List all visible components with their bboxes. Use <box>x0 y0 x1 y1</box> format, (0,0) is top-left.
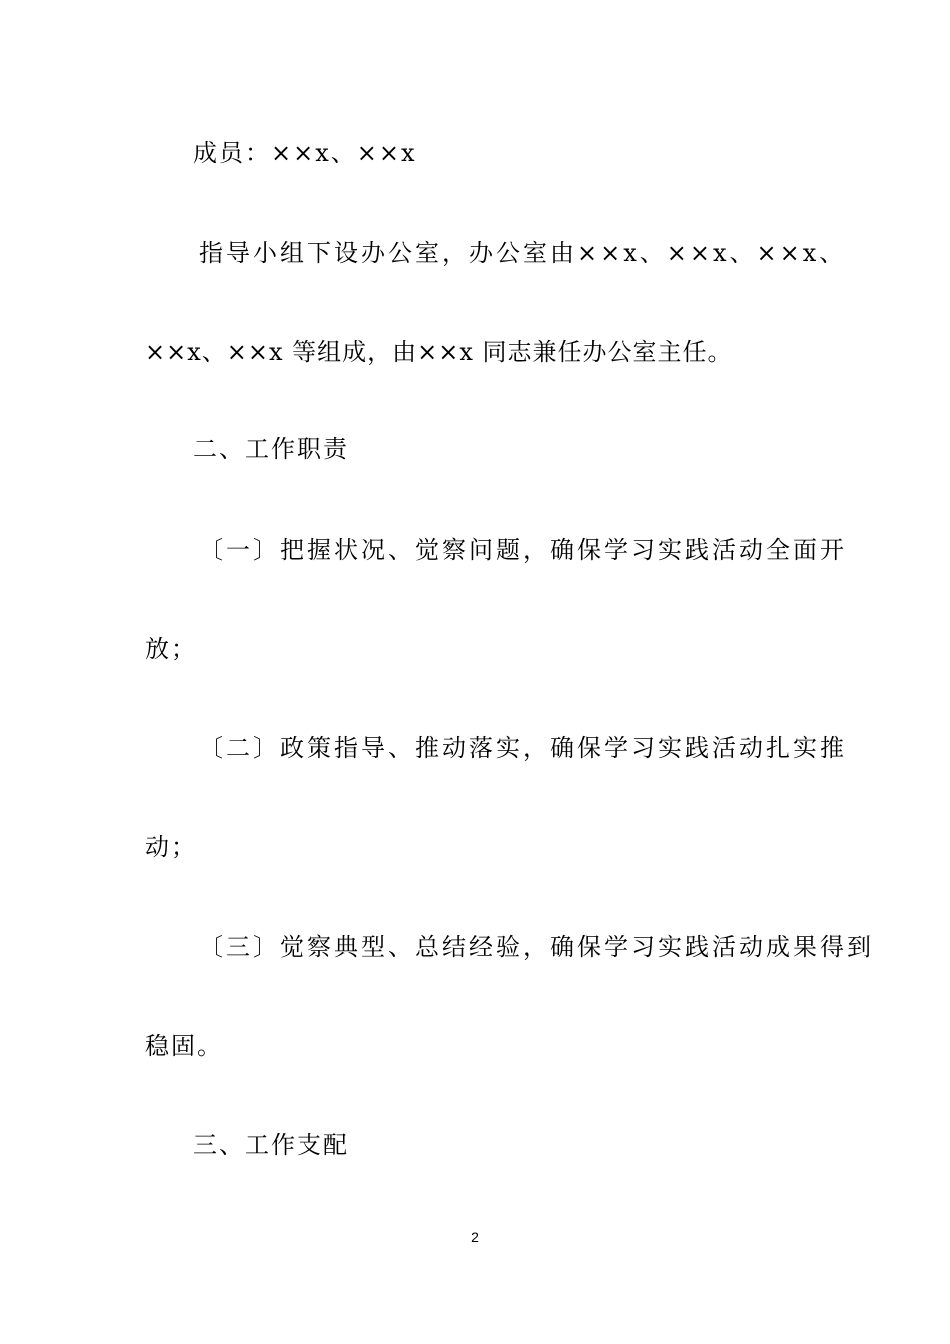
duty-item-2-line-2: 动； <box>145 833 197 861</box>
office-paragraph-line-1: 指导小组下设办公室，办公室由××x、××x、××x、 <box>199 239 847 267</box>
office-paragraph-line-2: ××x、××x 等组成，由××x 同志兼任办公室主任。 <box>145 338 733 366</box>
page-number: 2 <box>471 1229 479 1245</box>
section-heading-duties: 二、工作职责 <box>193 435 349 463</box>
duty-item-1-line-2: 放； <box>145 635 197 663</box>
section-heading-arrangement: 三、工作支配 <box>193 1131 349 1159</box>
members-line: 成员：××x、××x <box>193 139 417 167</box>
duty-item-2-line-1: 〔二〕政策指导、推动落实，确保学习实践活动扎实推 <box>199 734 847 762</box>
duty-item-1-line-1: 〔一〕把握状况、觉察问题，确保学习实践活动全面开 <box>199 536 847 564</box>
duty-item-3-line-2: 稳固。 <box>145 1032 223 1060</box>
duty-item-3-line-1: 〔三〕觉察典型、总结经验，确保学习实践活动成果得到 <box>199 933 874 961</box>
